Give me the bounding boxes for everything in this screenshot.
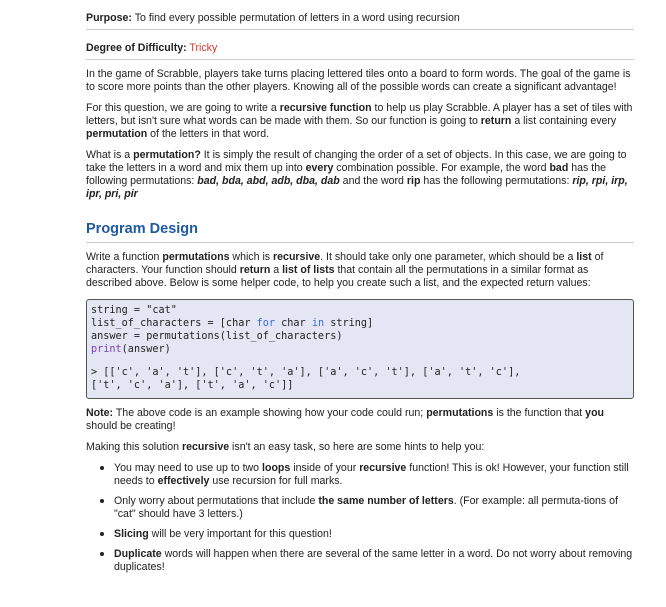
divider <box>86 59 634 60</box>
divider <box>86 29 634 30</box>
list-item: • Only worry about permutations that include the same number of letters. (For example: all permuta-tions of "cat" should have 3 letters.) <box>114 494 634 521</box>
list-item: • You may need to use up to two loops inside of your recursive function! This is ok! However, your function still needs to effectively use recursion for full marks. <box>114 461 634 488</box>
section-title-program-design: Program Design <box>86 221 198 237</box>
code-output-line-1: > [['c', 'a', 't'], ['c', 't', 'a'], ['a', 'c', 't'], ['a', 't', 'c'], <box>91 367 521 378</box>
note-paragraph: Note: The above code is an example showing how your code could run; permutations is the function that you should be creating! <box>86 407 605 432</box>
intro-paragraph-1: In the game of Scrabble, players take turns placing lettered tiles onto a board to form words. The goal of the game is to score more points than the other players. Knowing all of the possible words can create a significant advantage! <box>86 68 631 93</box>
list-item: • Slicing will be very important for this question! <box>114 527 634 541</box>
question-document <box>86 0 634 574</box>
difficulty-value: Tricky <box>189 42 218 54</box>
code-line-4: print(answer) <box>91 344 171 355</box>
design-paragraph: Write a function permutations which is recursive. It should take only one parameter, which should be a list of characters. Your function should return a list of lists that contain all the permutations in a similar format as described above. Below is some helper code, to help you create such a list, and the expected return values: <box>86 251 604 289</box>
difficulty-label: Degree of Difficulty: <box>86 42 187 54</box>
code-line-2: list_of_characters = [char for char in string] <box>91 318 374 329</box>
code-output-line-2: ['t', 'c', 'a'], ['t', 'a', 'c']] <box>91 380 294 391</box>
hints-list <box>86 461 634 574</box>
difficulty-line <box>86 42 634 55</box>
intro-paragraph-3: What is a permutation? It is simply the result of changing the order of a set of objects. In this case, we are going to take the letters in a word and mix them up into every combination possible. For example, the word bad has the following permutations: bad, bda, abd, adb, dba, dab and the word rip has the following permutations: rip, rpi, irp, ipr, pri, pir <box>86 149 628 200</box>
purpose-line <box>86 12 634 25</box>
purpose-label: Purpose: <box>86 12 132 24</box>
divider <box>86 242 634 243</box>
code-line-1: string = "cat" <box>91 305 177 316</box>
intro-paragraph-2: For this question, we are going to write a recursive function to help us play Scrabble. A player has a set of tiles with letters, but isn't sure what words can be made with them. So our function is going to return a list containing every permutation of the letters in that word. <box>86 102 633 140</box>
code-line-3: answer = permutations(list_of_characters) <box>91 331 343 342</box>
list-item: • Duplicate words will happen when there are several of the same letter in a word. Do not worry about removing duplicates! <box>114 547 634 574</box>
code-example-box <box>86 299 634 399</box>
hints-intro: Making this solution recursive isn't an easy task, so here are some hints to help you: <box>86 441 485 453</box>
purpose-text: To find every possible permutation of letters in a word using recursion <box>134 12 460 24</box>
